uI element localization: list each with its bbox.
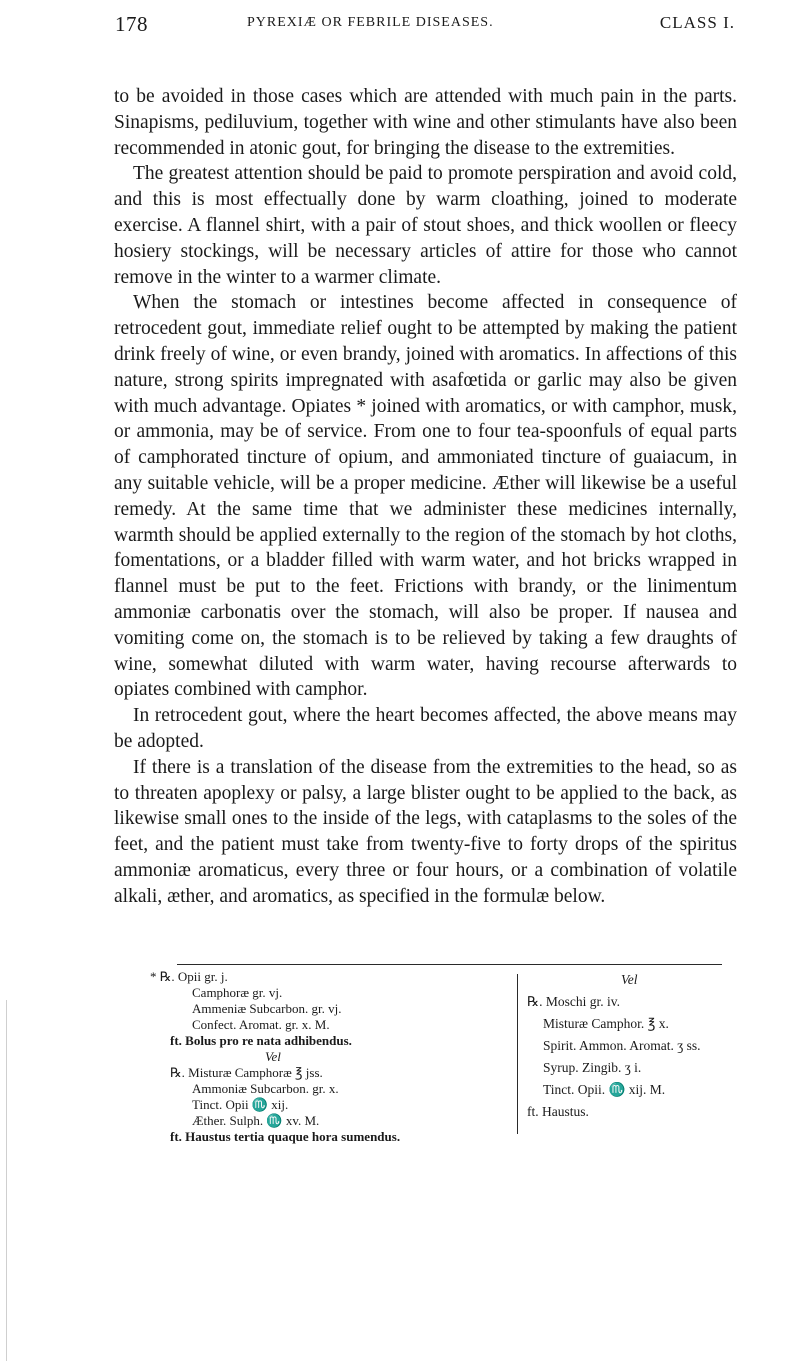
- formula-line: Ammeniæ Subcarbon. gr. vj.: [192, 1001, 342, 1016]
- formula-line: Camphoræ gr. vj.: [192, 985, 283, 1000]
- paragraph-continuation: to be avoided in those cases which are attended with much pain in the parts. Sinapisms, pediluvium, together with wine and other stimulants have also been recommended in atonic gout, for bringing the disease to the extremities.: [114, 86, 737, 159]
- footnote-column-divider: [517, 974, 518, 1134]
- footnote-formula-left: [150, 969, 530, 1145]
- page-edge-line: [6, 1000, 7, 1361]
- formula-vel: Vel: [621, 972, 638, 987]
- class-label: CLASS I.: [659, 13, 735, 32]
- formula-line: ft. Bolus pro re nata adhibendus.: [170, 1033, 352, 1048]
- formula-line: Tinct. Opii ♏ xij.: [192, 1097, 289, 1112]
- paragraph-translation-head: If there is a translation of the disease from the extremities to the head, so as to threaten apoplexy or palsy, a large blister ought to be applied to the back, as likewise small ones to the inside of the legs, with cataplasms to the soles of the feet, and the patient must take from twenty-five to forty drops of the spiritus ammoniæ aromaticus, every three or four hours, or a combination of volatile alkali, æther, and aromatics, as specified in the formulæ below.: [114, 756, 737, 907]
- footnote-rule: [177, 964, 722, 965]
- formula-line: ℞. Misturæ Camphoræ ℥ jss.: [170, 1065, 323, 1080]
- formula-vel: Vel: [265, 1049, 281, 1064]
- formula-line: Misturæ Camphor. ℥ x.: [543, 1016, 669, 1031]
- formula-line: * ℞. Opii gr. j.: [150, 969, 228, 984]
- formula-line: ft. Haustus tertia quaque hora sumendus.: [170, 1129, 401, 1144]
- paragraph-perspiration: The greatest attention should be paid to promote perspiration and avoid cold, and this is most effectually done by warm cloathing, joined to moderate exercise. A flannel shirt, with a pair of stout shoes, and thick woollen or fleecy hosiery stockings, will be necessary articles of attire for those who cannot remove in the winter to a warmer climate.: [114, 163, 737, 288]
- formula-line: Syrup. Zingib. ʒ i.: [543, 1060, 642, 1075]
- paragraph-retrocedent-heart: In retrocedent gout, where the heart becomes affected, the above means may be adopted.: [114, 705, 737, 752]
- formula-line: Confect. Aromat. gr. x. M.: [192, 1017, 330, 1032]
- formula-line: ft. Haustus.: [527, 1104, 589, 1119]
- running-title: PYREXIÆ OR FEBRILE DISEASES.: [247, 15, 494, 30]
- paragraph-retrocedent-stomach: When the stomach or intestines become affected in consequence of retrocedent gout, immediate relief ought to be attempted by making the patient drink freely of wine, or even brandy, joined with aromatics. In affections of this nature, strong spirits impregnated with asafœtida or garlic may also be given with much advantage. Opiates * joined with aromatics, or with camphor, musk, or ammonia, may be of service. From one to four tea-spoonfuls of equal parts of camphorated tincture of opium, and ammoniated tincture of guaiacum, in any suitable vehicle, will be a proper medicine. Æther will likewise be a useful remedy. At the same time that we administer these medicines internally, warmth should be applied externally to the region of the stomach by hot cloths, fomentations, or a bladder filled with warm water, and hot bricks wrapped in flannel must be put to the feet. Frictions with brandy, or the linimentum ammoniæ carbonatis over the stomach, will also be proper. If nausea and vomiting come on, the stomach is to be relieved by taking a few draughts of wine, somewhat diluted with warm water, having recourse afterwards to opiates combined with camphor.: [114, 292, 737, 701]
- formula-line: Ammoniæ Subcarbon. gr. x.: [192, 1081, 339, 1096]
- formula-line: ℞. Moschi gr. iv.: [527, 994, 620, 1009]
- formula-line: Tinct. Opii. ♏ xij. M.: [543, 1082, 666, 1097]
- body-text: [114, 84, 737, 910]
- running-header: [115, 6, 735, 36]
- page-number: 178: [115, 12, 148, 36]
- footnote-formula-right: [527, 969, 747, 1123]
- formula-line: Spirit. Ammon. Aromat. ʒ ss.: [543, 1038, 701, 1053]
- formula-line: Æther. Sulph. ♏ xv. M.: [192, 1113, 320, 1128]
